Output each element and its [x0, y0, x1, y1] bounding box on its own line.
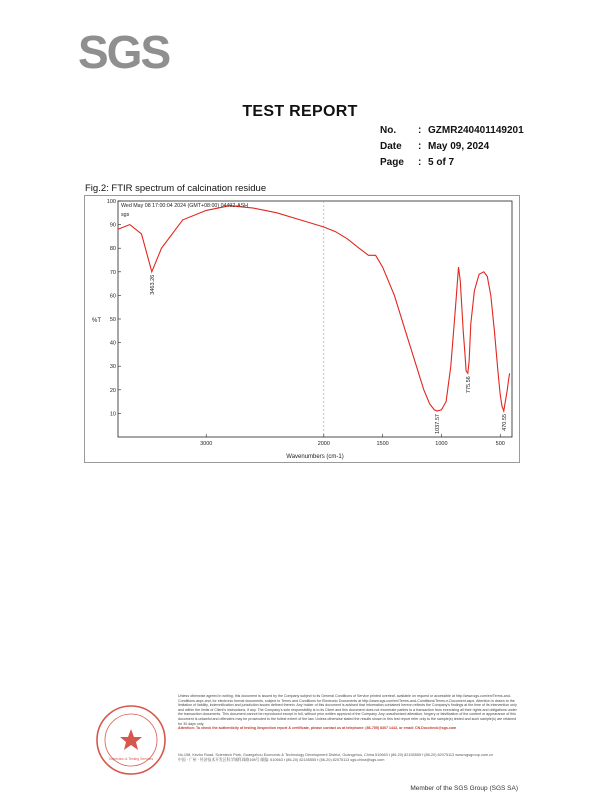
x-axis-label: Wavenumbers (cm-1) — [286, 454, 344, 460]
seal-text: Inspection & Testing Services — [108, 757, 154, 761]
y-tick-label-80: 80 — [109, 246, 116, 253]
report-page-row: Page : 5 of 7 — [380, 157, 455, 168]
y-tick-label-40: 40 — [109, 340, 116, 347]
report-date-value: May 09, 2024 — [428, 141, 490, 152]
sgs-member-note: Member of the SGS Group (SGS SA) — [410, 785, 518, 792]
report-meta — [380, 124, 524, 172]
footer-addresses — [178, 753, 528, 763]
y-tick-label-100: 100 — [106, 199, 116, 205]
ftir-spectrum-line — [118, 206, 510, 411]
report-no-value: GZMR240401149201 — [428, 125, 524, 136]
y-tick-label-50: 50 — [109, 317, 116, 323]
y-tick-label-30: 30 — [109, 364, 116, 371]
sgs-logo-text: SGS — [78, 26, 170, 78]
chart-sample-label: sgs — [121, 212, 130, 218]
address-chinese: 中国 · 广州 · 经济技术开发区科学城科珠路198号 邮编: 510663 t (86-20) 82155555 f (86-20) 82075113 sgs.china@sgs.com — [178, 758, 385, 763]
report-no-label: No. — [380, 125, 397, 136]
x-tick-label-1000: 1000 — [435, 441, 448, 447]
report-page-value: 5 of 7 — [428, 157, 455, 168]
peak-label-1037.57: 1037.57 — [435, 414, 442, 434]
ftir-chart — [84, 195, 520, 463]
peak-label-3463.26: 3463.26 — [149, 274, 156, 295]
y-tick-label-60: 60 — [109, 293, 116, 300]
report-title: TEST REPORT — [242, 103, 358, 120]
report-no-row: No. : GZMR240401149201 — [380, 125, 524, 136]
attention-text: Attention: To check the authenticity of testing /inspection report & certificate, please contact us at telephone: (86-755) 8307 1443, or email: CN.Doccheck@sgs.com — [178, 726, 457, 731]
x-tick-label-500: 500 — [495, 441, 505, 447]
footer-disclaimer — [178, 694, 518, 731]
x-tick-label-3000: 3000 — [200, 441, 213, 447]
address-english: No.198, Kezhu Road, Scientech Park, Guangzhou Economic & Technology Development District, Guangzhou, China 510663 t (86-20) 82155555 f (86-20) 82075113 www.sgsgroup.com.cn — [178, 753, 494, 757]
y-tick-label-90: 90 — [109, 222, 116, 229]
peak-label-470.55: 470.55 — [501, 414, 508, 431]
plot-area — [118, 201, 512, 437]
x-tick-label-2000: 2000 — [317, 441, 330, 447]
y-tick-label-20: 20 — [109, 387, 116, 394]
report-date-row: Date : May 09, 2024 — [380, 141, 490, 152]
inspection-seal-icon — [94, 703, 168, 777]
peak-label-775.56: 775.56 — [465, 376, 472, 394]
report-date-label: Date — [380, 141, 402, 152]
disclaimer-text: Unless otherwise agreed in writing, this document is issued by the Company subject to its General Conditions of Service printed overleaf, available on request or accessible at http://www.sgs.com/en/Terms-and-Conditions.aspx and, for electronic format documents, subject to Terms and Conditions for Electronic Documents at http://www.sgs.com/en/Terms-and-Conditions/Terms-e-Document.aspx. Attention is drawn to the limitation of liability, indemnification and jurisdiction issues defined therein. Any holder of this document is advised that information contained hereon reflects the Company's findings at the time of its intervention only and within the limits of Client's instructions, if any. The Company's sole responsibility is to its Client and this document does not exonerate parties to a transaction from exercising all their rights and obligations under the transaction documents. This document cannot be reproduced except in full, without prior written approval of the Company. Any unauthorized alteration, forgery or falsification of the content or appearance of this document is unlawful and offenders may be prosecuted to the fullest extent of the law. Unless otherwise stated the results shown in this test report refer only to the sample(s) tested and such sample(s) are retained for 30 days only. — [178, 694, 517, 726]
sgs-logo — [78, 26, 170, 78]
x-tick-label-1500: 1500 — [376, 441, 389, 447]
report-page-label: Page — [380, 157, 404, 168]
x-axis-ticks — [200, 434, 505, 447]
peak-annotations — [150, 275, 508, 434]
figure-caption: Fig.2: FTIR spectrum of calcination residue — [85, 183, 267, 194]
y-axis-ticks — [107, 199, 121, 417]
y-tick-label-10: 10 — [109, 411, 116, 418]
y-tick-label-70: 70 — [109, 269, 116, 276]
y-axis-label: %T — [92, 318, 101, 324]
chart-timestamp: Wed May 08 17:00:04 2024 (GMT+08:00) 04492-ASH — [121, 203, 248, 209]
